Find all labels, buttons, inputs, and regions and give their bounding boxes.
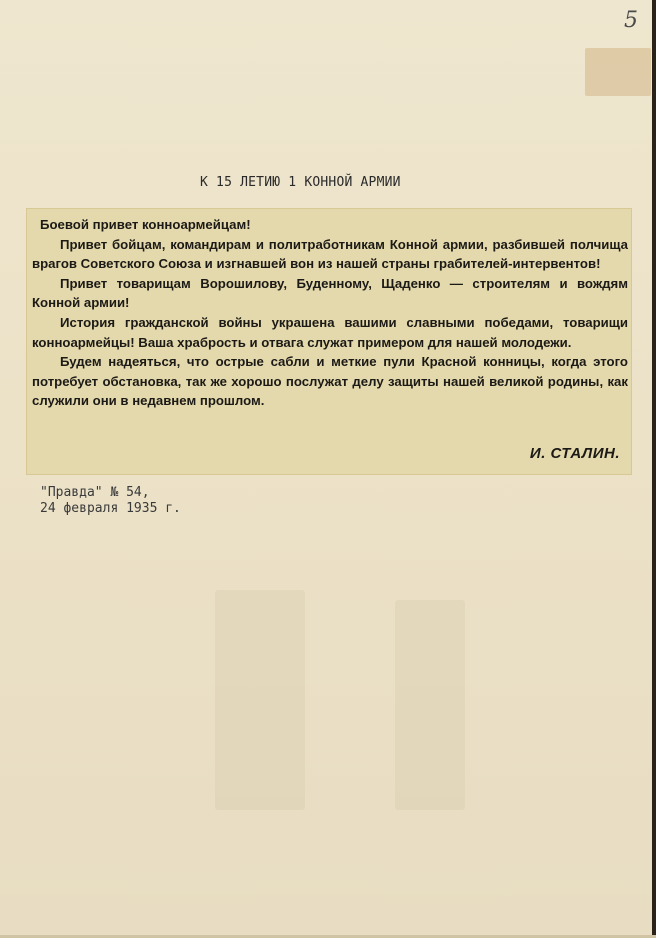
source-date: 24 февраля 1935 г. xyxy=(40,501,181,516)
tape-mark xyxy=(585,48,651,96)
clipping-text xyxy=(32,215,628,411)
document-heading: К 15 ЛЕТИЮ 1 КОННОЙ АРМИИ xyxy=(200,175,401,190)
signature: И. СТАЛИН. xyxy=(529,445,620,462)
newspaper-clipping xyxy=(26,208,632,475)
clipping-paragraph: Привет товарищам Ворошилову, Буденному, Щаденко — строителям и вождям Конной армии! xyxy=(32,275,628,311)
paper-stain xyxy=(395,600,465,810)
paper-stain xyxy=(215,590,305,810)
clipping-paragraph: Боевой привет конноармейцам! xyxy=(40,217,251,232)
clipping-paragraph: Привет бойцам, командирам и политработникам Конной армии, разбившей полчища врагов Советского Союза и изгнавшей вон из нашей страны грабителей-интервентов! xyxy=(32,236,628,272)
clipping-paragraph: История гражданской войны украшена вашими славными победами, товарищи конноармейцы! Ваша храбрость и отвага служат примером для нашей молодежи. xyxy=(32,314,628,350)
clipping-paragraph: Будем надеяться, что острые сабли и меткие пули Красной конницы, когда этого потребует обстановка, так же хорошо послужат делу защиты нашей великой родины, как служили они в недавнем прошлом. xyxy=(32,354,628,409)
page-edge xyxy=(652,0,656,938)
page-number: 5 xyxy=(624,8,638,33)
source-newspaper: "Правда" № 54, xyxy=(40,485,150,500)
source-citation xyxy=(40,485,181,517)
